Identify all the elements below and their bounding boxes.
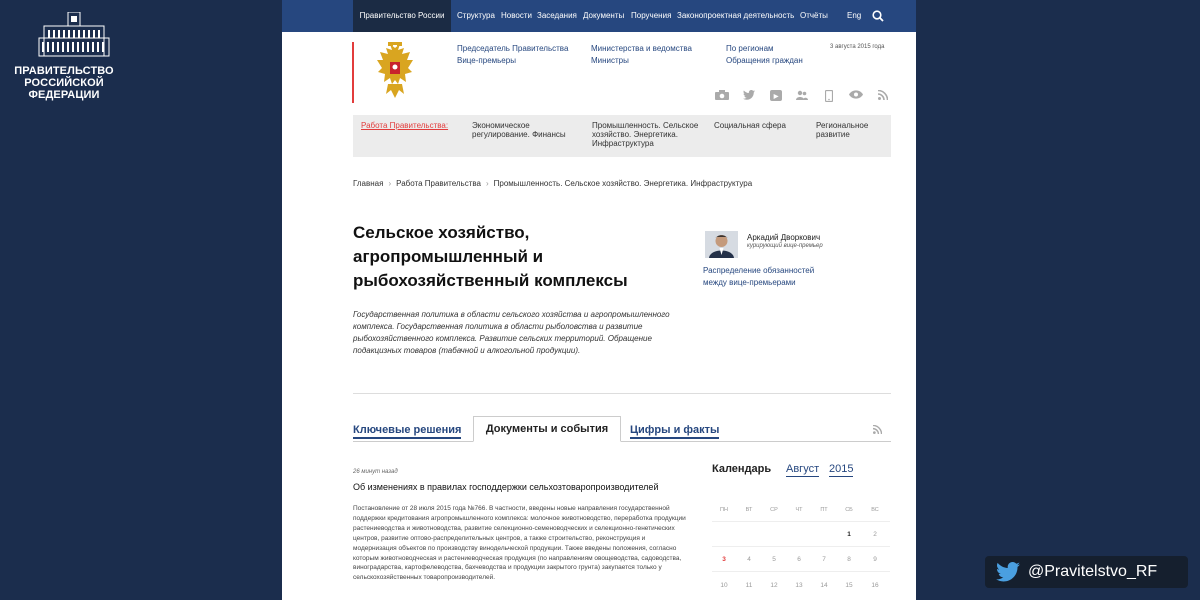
breadcrumb-home[interactable]: Главная: [353, 179, 384, 188]
duties-distribution-link[interactable]: Распределение обязанностей между вице-премьерами: [703, 266, 815, 287]
twitter-icon: [996, 562, 1020, 582]
tab-documents-events[interactable]: Документы и события: [473, 416, 621, 442]
workbar-item-economy[interactable]: Экономическое регулирование. Финансы: [472, 121, 566, 139]
calendar-day: 8: [847, 556, 851, 563]
news-body: Постановление от 28 июля 2015 года №766. В частности, введены новые направления государственной поддержки кредитования агропромышленного комплекса: молочное животноводство, переработка продукции растениеводства и животноводства, развитие селекционно-семеноводческих и селекционно-генетических центров, развитие оптово-распределительных центров, а также строительство, реконструкция и модернизация объектов по производству винодельческой продукции. Также введены положения, согласно которым животноводческая и растениеводческая продукция (по направлениям овощеводства, садоводства, виноградарства, картофелеводства, бахчеводства и продукции закрытого грунта) закупается только у сельскохозяйственных товаропроизводителей.: [353, 505, 686, 582]
calendar-title: Календарь: [712, 463, 772, 475]
weekday-label: ПТ: [820, 507, 828, 513]
brand-title: [0, 65, 128, 101]
camera-icon[interactable]: [715, 90, 729, 100]
calendar-day: 10: [720, 582, 728, 589]
calendar-row-divider: [712, 571, 890, 572]
calendar-year-select[interactable]: 2015: [829, 463, 854, 475]
nav-item-documents[interactable]: Документы: [583, 11, 625, 20]
mobile-icon[interactable]: [825, 90, 833, 102]
top-navigation: [282, 0, 916, 32]
tab-key-decisions[interactable]: Ключевые решения: [353, 423, 461, 439]
brand-logo[interactable]: [0, 0, 128, 120]
twitter-handle-badge[interactable]: [985, 556, 1188, 588]
breadcrumb-separator: ›: [485, 179, 489, 188]
calendar-day: 15: [845, 582, 853, 589]
brand-line: РОССИЙСКОЙ: [24, 77, 104, 89]
news-timestamp: 26 минут назад: [353, 469, 398, 475]
rss-icon[interactable]: [873, 425, 882, 434]
youtube-icon[interactable]: [770, 90, 782, 101]
calendar-row-divider: [712, 546, 890, 547]
breadcrumb-work[interactable]: Работа Правительства: [396, 179, 481, 188]
calendar-row-divider: [712, 521, 890, 522]
nav-item-instructions[interactable]: Поручения: [631, 11, 672, 20]
link-vice-premiers[interactable]: Вице-премьеры: [457, 56, 516, 65]
workbar-item-social[interactable]: Социальная сфера: [714, 121, 786, 130]
section-description: Государственная политика в области сельского хозяйства и агропромышленного комплекса. Государственная политика в области рыболовства и развитие рыбохозяйственного комплекса. Развитие сельских территорий. Обращение подакцизных товаров (табачной и алкогольной продукции).: [353, 310, 670, 355]
rss-icon[interactable]: [878, 90, 888, 100]
tab-figures-facts[interactable]: Цифры и факты: [630, 423, 719, 439]
nav-item-meetings[interactable]: Заседания: [537, 11, 577, 20]
weekday-label: ПН: [720, 507, 728, 513]
nav-item-legislation[interactable]: Законопроектная деятельность: [677, 11, 795, 20]
divider: [353, 393, 891, 394]
calendar-day[interactable]: 2: [873, 531, 877, 538]
calendar-day: 14: [820, 582, 828, 589]
workbar-item-industry[interactable]: Промышленность. Сельское хозяйство. Энергетика. Инфраструктура: [592, 121, 699, 148]
link-chairman[interactable]: Председатель Правительства: [457, 44, 569, 53]
tabs-divider: [353, 441, 891, 442]
twitter-icon[interactable]: [743, 90, 755, 100]
calendar-day: 9: [873, 556, 877, 563]
calendar-day: 12: [770, 582, 778, 589]
weekday-label: СБ: [845, 507, 853, 513]
avatar[interactable]: [705, 231, 738, 258]
person-portrait-icon: [705, 231, 738, 258]
calendar-day: 5: [772, 556, 776, 563]
nav-item-structure[interactable]: Структура: [457, 11, 495, 20]
weekday-label: ВТ: [745, 507, 753, 513]
calendar-day: 4: [747, 556, 751, 563]
calendar-day: 16: [871, 582, 879, 589]
workbar-item-regional[interactable]: Региональное развитие: [816, 121, 869, 139]
accent-bar: [352, 42, 354, 103]
people-icon[interactable]: [796, 90, 808, 100]
coat-of-arms-icon[interactable]: [376, 42, 414, 102]
page-title: Сельское хозяйство, агропромышленный и рыбохозяйственный комплексы: [353, 223, 628, 290]
brand-line: ПРАВИТЕЛЬСТВО: [14, 65, 114, 77]
calendar-day: 11: [745, 582, 753, 589]
main-page: [282, 0, 916, 600]
weekday-label: ЧТ: [795, 507, 803, 513]
breadcrumb-current[interactable]: Промышленность. Сельское хозяйство. Энергетика. Инфраструктура: [493, 179, 753, 188]
calendar-day-today[interactable]: 3: [722, 556, 726, 563]
calendar-day: 6: [797, 556, 801, 563]
workbar-label[interactable]: Работа Правительства:: [361, 121, 449, 130]
svg-text:▶: ▶: [773, 94, 779, 100]
calendar-day: 13: [795, 582, 803, 589]
link-ministers[interactable]: Министры: [591, 56, 629, 65]
link-citizen-appeals[interactable]: Обращения граждан: [726, 56, 803, 65]
weekday-label: СР: [770, 507, 778, 513]
search-icon[interactable]: [872, 10, 884, 22]
nav-item-government[interactable]: Правительство России: [353, 0, 451, 32]
breadcrumb-separator: ›: [388, 179, 392, 188]
current-date: 3 августа 2015 года: [830, 44, 885, 50]
calendar-day: 7: [822, 556, 826, 563]
eye-icon[interactable]: [849, 90, 863, 99]
language-switch[interactable]: Eng: [847, 11, 862, 20]
weekday-label: ВС: [871, 507, 879, 513]
nav-item-reports[interactable]: Отчёты: [800, 11, 828, 20]
page-header: [282, 32, 916, 115]
link-ministries[interactable]: Министерства и ведомства: [591, 44, 693, 53]
twitter-handle-text: @Pravitelstvo_RF: [1028, 563, 1158, 580]
news-title[interactable]: Об изменениях в правилах господдержки сельхозтоваропроизводителей: [353, 482, 659, 492]
calendar-day-active[interactable]: 1: [847, 531, 851, 538]
breadcrumb: [353, 179, 752, 188]
government-house-icon: [38, 12, 110, 58]
brand-line: ФЕДЕРАЦИИ: [28, 89, 100, 101]
nav-item-news[interactable]: Новости: [501, 11, 532, 20]
curator-role: курирующий вице-премьер: [747, 243, 823, 249]
curator-name[interactable]: Аркадий Дворкович: [747, 233, 821, 242]
link-regions[interactable]: По регионам: [726, 44, 774, 53]
government-work-bar: [353, 115, 891, 157]
calendar-month-select[interactable]: Август: [786, 463, 820, 475]
